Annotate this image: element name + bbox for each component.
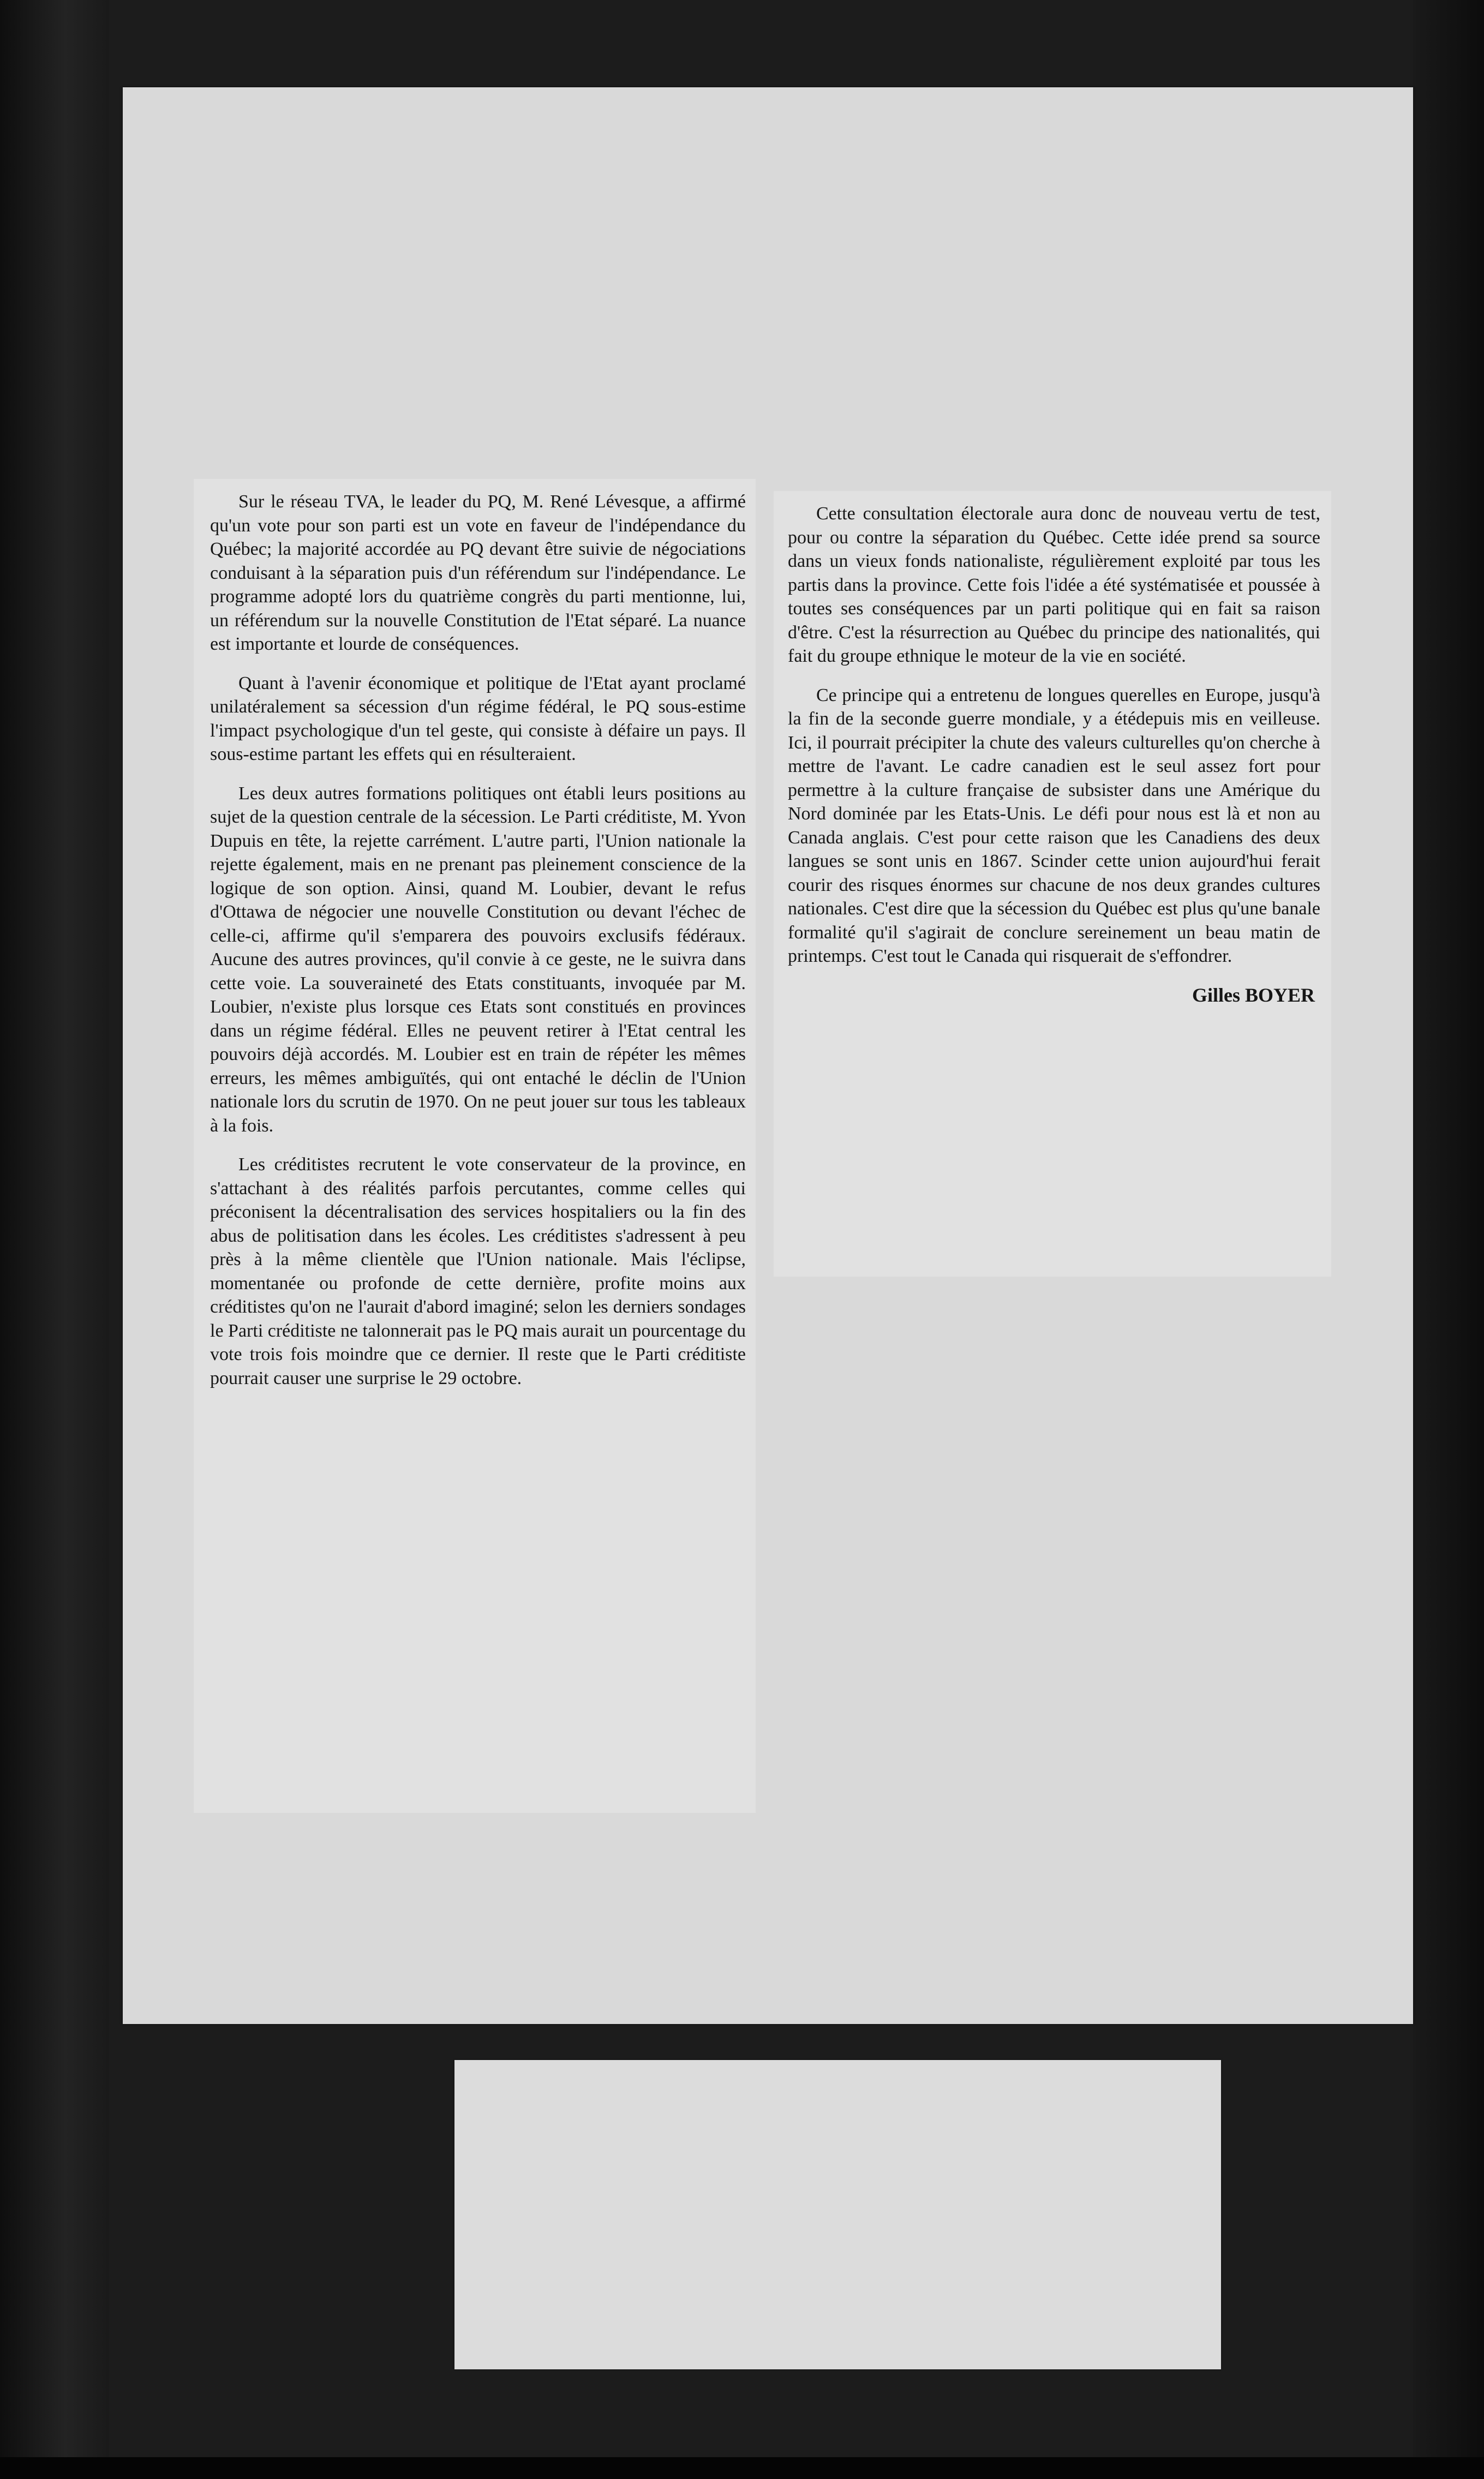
article-left-column (194, 479, 756, 1813)
article-right-column (774, 491, 1331, 1277)
paragraph: Sur le réseau TVA, le leader du PQ, M. René Lévesque, a affirmé qu'un vote pour son parti est un vote en faveur de l'indépendance du Québec; la majorité accordée au PQ devant être suivie de négociations conduisant à la séparation puis d'un référendum sur l'indépendance. Le programme adopté lors du quatrième congrès du parti mentionne, lui, un référendum sur la nouvelle Constitution de l'Etat séparé. La nuance est importante et lourde de conséquences. (210, 492, 746, 654)
paragraph: Ce principe qui a entretenu de longues querelles en Europe, jusqu'à la fin de la seconde guerre mondiale, y a étédepuis mis en veilleuse. Ici, il pourrait précipiter la chute des valeurs culturelles qu'on cherche à mettre de l'avant. Le cadre canadien est le seul assez fort pour permettre à la culture française de subsister dans une Amérique du Nord dominée par les Etats-Unis. Le défi pour nous est là et non au Canada anglais. C'est pour cette raison que les Canadiens des deux langues se sont unis en 1867. Scinder cette union aujourd'hui ferait courir des risques énormes sur chacune de nos deux grandes cultures nationales. C'est dire que la sécession du Québec est plus qu'une banale formalité qu'il s'agirait de conclure sereinement un beau matin de printemps. C'est tout le Canada qui risquerait de s'effondrer. (788, 685, 1320, 966)
paragraph: Quant à l'avenir économique et politique de l'Etat ayant proclamé unilatéralement sa sécession d'un régime fédéral, le PQ sous-estime l'impact psychologique d'un tel geste, qui consiste à défaire un pays. Il sous-estime partant les effets qui en résulteraient. (210, 673, 746, 764)
paragraph: Les créditistes recrutent le vote conservateur de la province, en s'attachant à des réalités parfois percutantes, comme celles qui préconisent la décentralisation des services hospitaliers ou la fin des abus de politisation dans les écoles. Les créditistes s'adressent à peu près à la même clientèle que l'Union nationale. Mais l'éclipse, momentanée ou profonde de cette dernière, profite moins aux créditistes qu'on ne l'aurait d'abord imaginé; selon les derniers sondages le Parti créditiste ne talonnerait pas le PQ mais aurait un pourcentage du vote trois fois moindre que ce dernier. Il reste que le Parti créditiste pourrait causer une surprise le 29 octobre. (210, 1154, 746, 1388)
paragraph: Les deux autres formations politiques ont établi leurs positions au sujet de la question centrale de la sécession. Le Parti créditiste, M. Yvon Dupuis en tête, la rejette carrément. L'autre parti, l'Union nationale la rejette également, mais en ne prenant pas pleinement conscience de la logique de son option. Ainsi, quand M. Loubier, devant le refus d'Ottawa de négocier une nouvelle Constitution ou devant l'échec de celle-ci, affirme qu'il s'emparera des pouvoirs exclusifs fédéraux. Aucune des autres provinces, qu'il convie à ce geste, ne le suivra dans cette voie. La souveraineté des Etats constituants, invoquée par M. Loubier, n'existe plus lorsque ces Etats sont constitués en provinces dans un régime fédéral. Elles ne peuvent retirer à l'Etat central les pouvoirs déjà accordés. M. Loubier est en train de répéter les mêmes erreurs, les mêmes ambiguïtés, qui ont entaché le déclin de l'Union nationale lors du scrutin de 1970. On ne peut jouer sur tous les tableaux à la fois. (210, 783, 746, 1136)
blank-slip (454, 2060, 1221, 2369)
film-border-right (1413, 0, 1484, 2479)
paragraph: Cette consultation électorale aura donc de nouveau vertu de test, pour ou contre la séparation du Québec. Cette idée prend sa source dans un vieux fonds nationaliste, régulièrement exploité par tous les partis dans la province. Cette fois l'idée a été systématisée et poussée à toutes ses conséquences par un parti politique qui en fait sa raison d'être. C'est la résurrection au Québec du principe des nationalités, qui fait du groupe ethnique le moteur de la vie en société. (788, 504, 1320, 666)
film-border-left (0, 0, 109, 2479)
film-border-bottom (0, 2457, 1484, 2479)
author-signature: Gilles BOYER (1192, 984, 1315, 1006)
